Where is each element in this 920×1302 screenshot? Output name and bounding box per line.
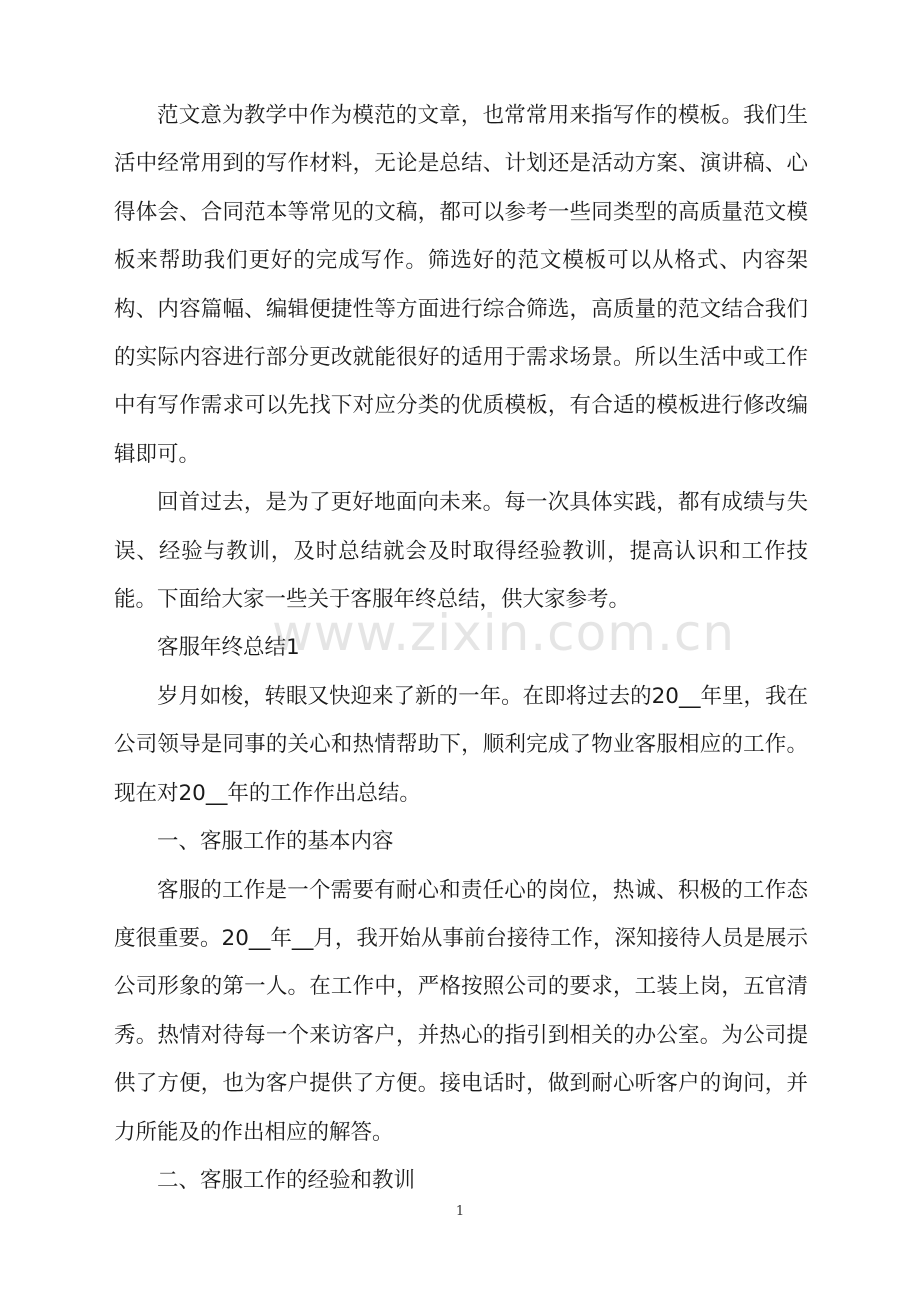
- basic-content-paragraph: 客服的工作是一个需要有耐心和责任心的岗位，热诚、积极的工作态度很重要。20__年__月，我开始从事前台接待工作，深知接待人员是展示公司形象的第一人。在工作中，严格按照公司的要求，工装上岗，五官清秀。热情对待每一个来访客户，并热心的指引到相关的办公室。为公司提供了方便，也为客户提供了方便。接电话时，做到耐心听客户的询问，并力所能及的作出相应的解答。: [114, 877, 808, 1145]
- watermark: www.zixin.com.cn: [272, 604, 736, 662]
- page-number: 1: [455, 1204, 465, 1219]
- intro-paragraph: 范文意为教学中作为模范的文章，也常常用来指写作的模板。我们生活中经常用到的写作材料，无论是总结、计划还是活动方案、演讲稿、心得体会、合同范本等常见的文稿，都可以参考一些同类型的高质量范文模板来帮助我们更好的完成写作。筛选好的范文模板可以从格式、内容架构、内容篇幅、编辑便捷性等方面进行综合筛选，高质量的范文结合我们的实际内容进行部分更改就能很好的适用于需求场景。所以生活中或工作中有写作需求可以先找下对应分类的优质模板，有合适的模板进行修改编辑即可。: [114, 103, 808, 467]
- heading-basic-content: 一、客服工作的基本内容: [157, 829, 394, 855]
- preface-paragraph: 回首过去，是为了更好地面向未来。每一次具体实践，都有成绩与失误、经验与教训，及时总结就会及时取得经验教训，提高认识和工作技能。下面给大家一些关于客服年终总结，供大家参考。: [114, 490, 808, 613]
- opening-paragraph: 岁月如梭，转眼又快迎来了新的一年。在即将过去的20__年里，我在公司领导是同事的关心和热情帮助下，顺利完成了物业客服相应的工作。现在对20__年的工作作出总结。: [114, 683, 808, 806]
- section-title: 客服年终总结1: [157, 635, 300, 661]
- document-body: [114, 92, 808, 1205]
- heading-experience: 二、客服工作的经验和教训: [157, 1167, 416, 1193]
